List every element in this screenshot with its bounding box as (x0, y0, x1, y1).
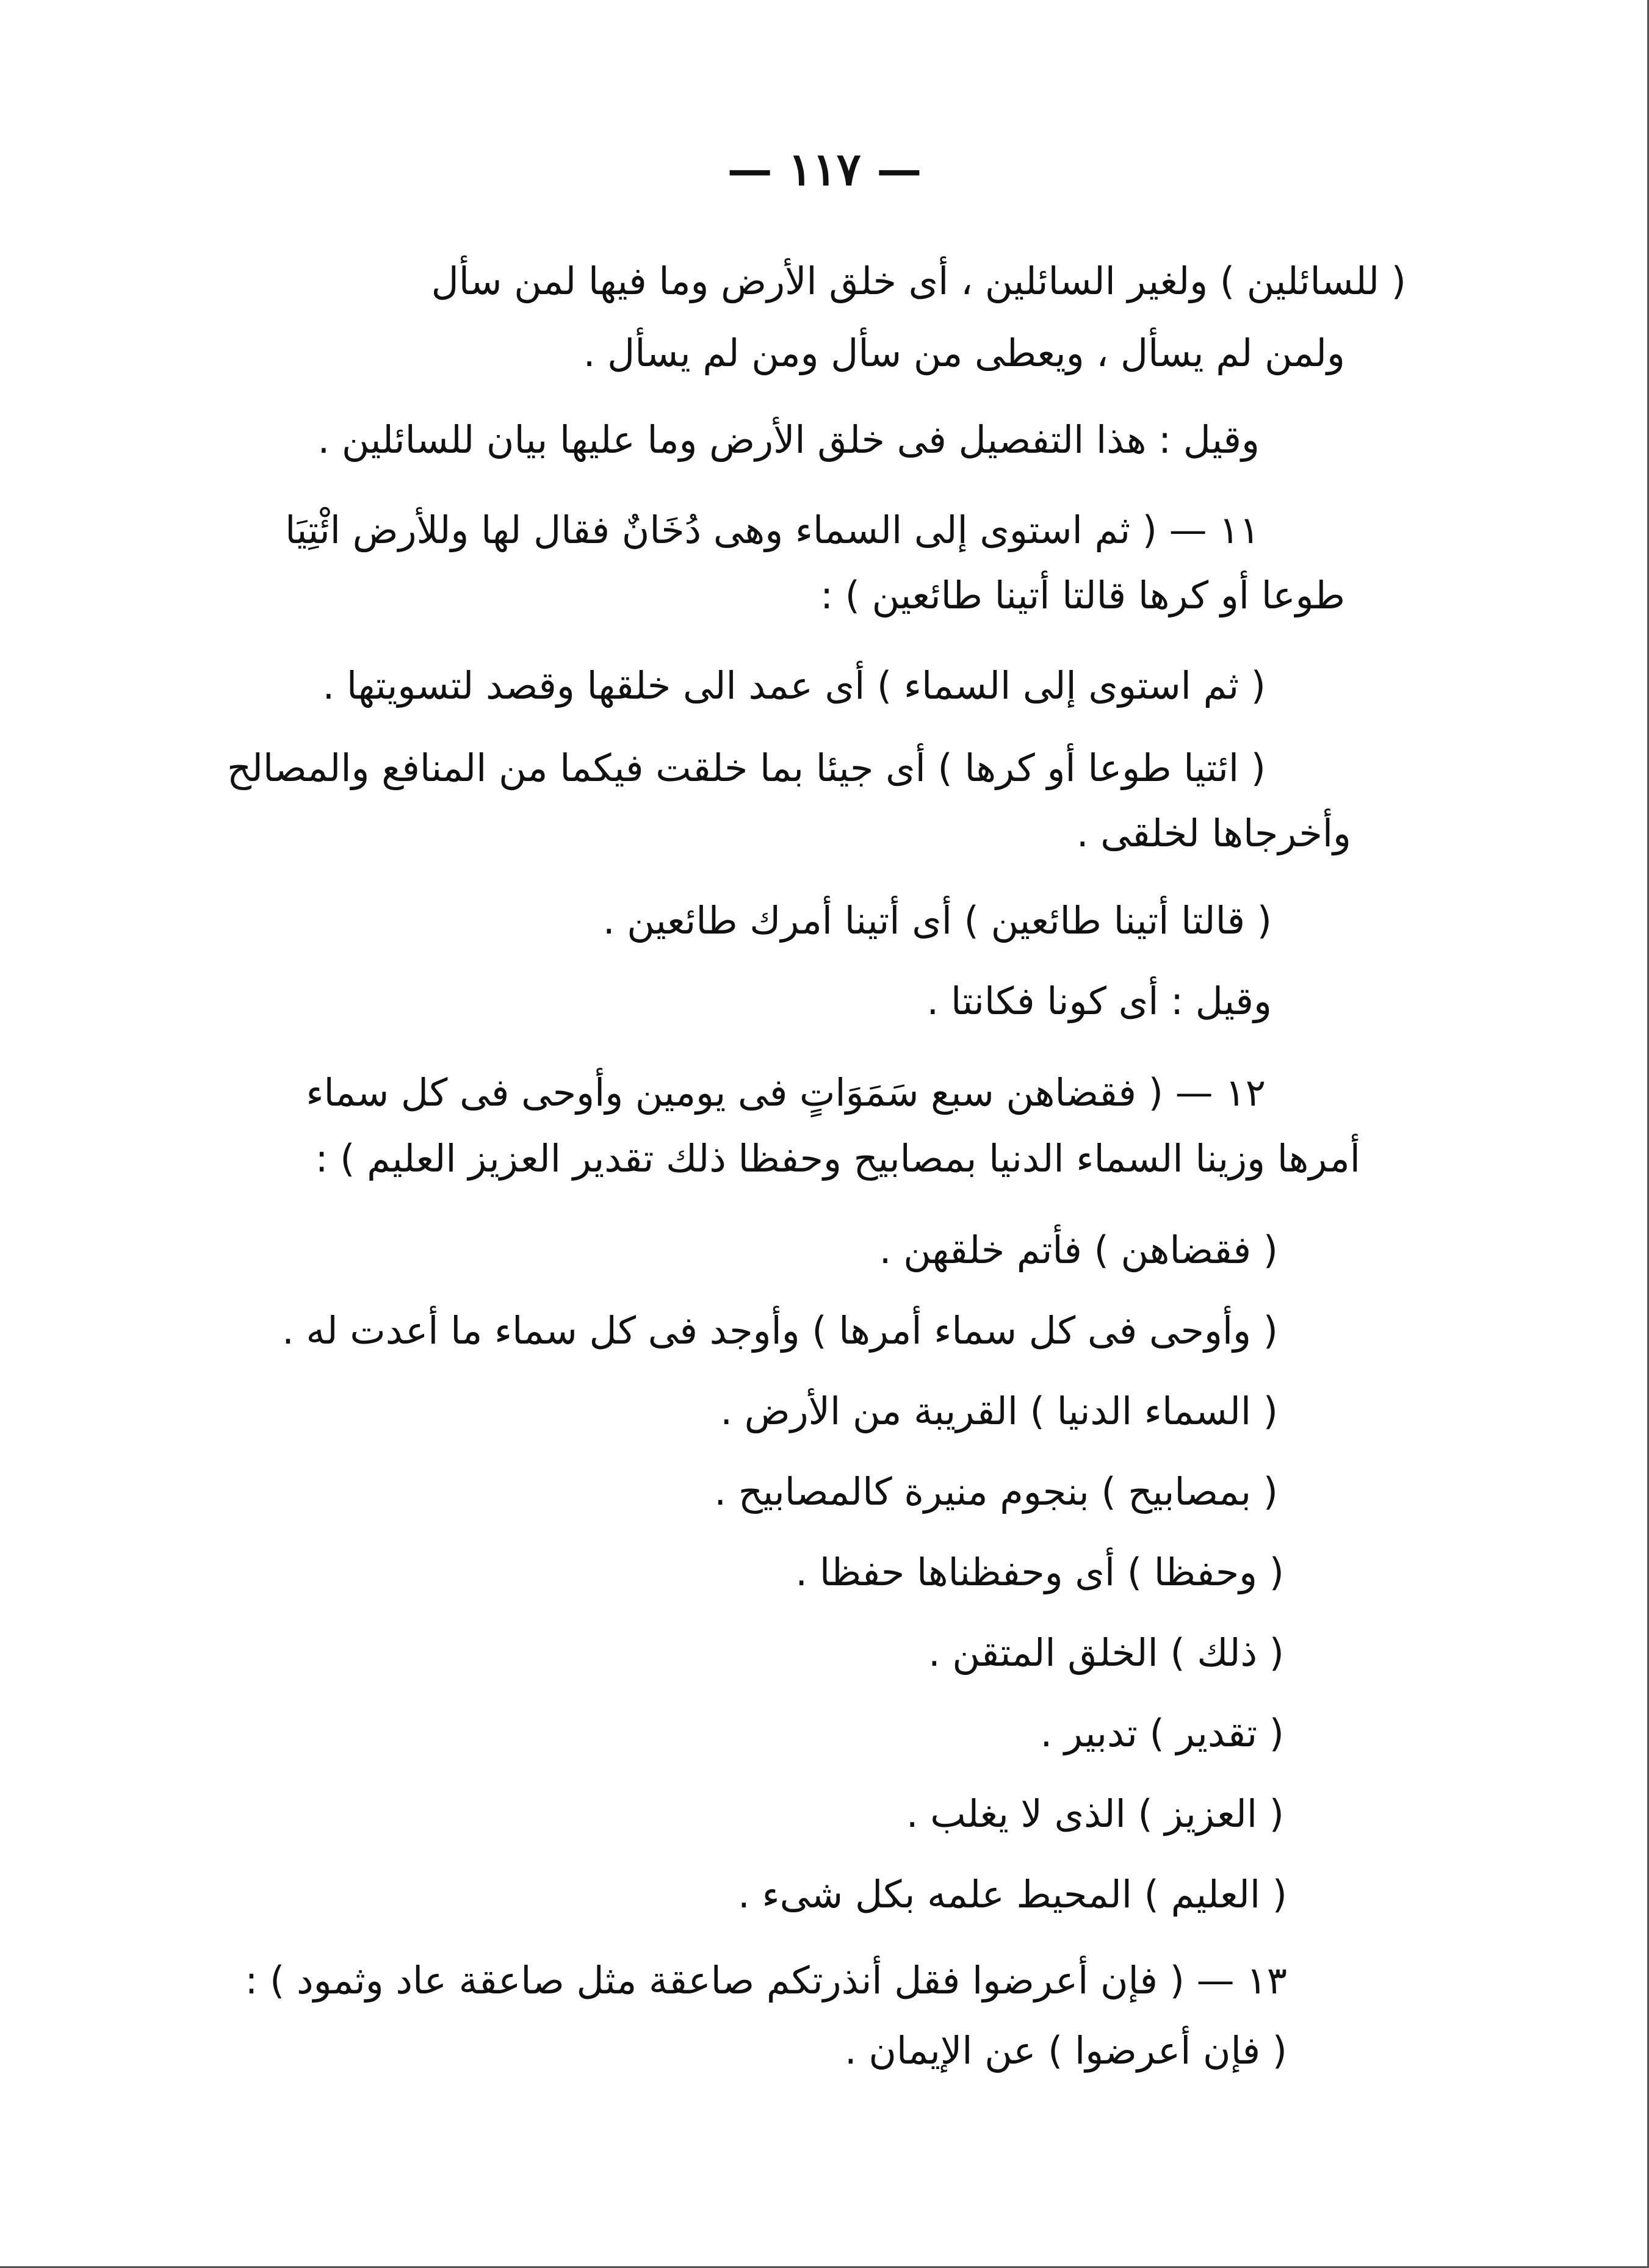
text-line: أمرها وزينا السماء الدنيا بمصابيح وحفظا ذلك تقدير العزيز العليم ) : (315, 1136, 1360, 1181)
text-line: ( فإن أعرضوا ) عن الإيمان . (844, 2028, 1287, 2073)
text-line: وأخرجاها لخلقى . (1076, 811, 1351, 855)
text-line: ( قالتا أتينا طائعين ) أى أتينا أمرك طائعين . (602, 898, 1272, 943)
page-number: — ١١٧ — (727, 143, 922, 196)
text-line: ( ثم استوى إلى السماء ) أى عمد الى خلقها وقصد لتسويتها . (322, 663, 1266, 708)
text-line: ( العليم ) المحيط علمه بكل شىء . (738, 1872, 1287, 1917)
text-line: ١٣ — ( فإن أعرضوا فقل أنذرتكم صاعقة مثل صاعقة عاد وثمود ) : (245, 1958, 1287, 2003)
text-line: ( بمصابيح ) بنجوم منيرة كالمصابيح . (714, 1469, 1278, 1514)
text-line: ( وأوحى فى كل سماء أمرها ) وأوجد فى كل سماء ما أعدت له . (282, 1308, 1278, 1353)
text-line: ( للسائلين ) ولغير السائلين ، أى خلق الأرض وما فيها لمن سأل (431, 259, 1406, 303)
text-line: ١٢ — ( فقضاهن سبع سَمَوَاتٍ فى يومين وأوحى فى كل سماء (306, 1070, 1266, 1115)
text-line: ( ائتيا طوعا أو كرها ) أى جيئا بما خلقت فيكما من المنافع والمصالح (227, 746, 1266, 790)
text-line: وقيل : أى كونا فكانتا . (926, 979, 1272, 1023)
text-line: ( تقدير ) تدبير . (1040, 1711, 1284, 1755)
text-line: ( وحفظا ) أى وحفظناها حفظا . (795, 1550, 1284, 1594)
text-line: ١١ — ( ثم استوى إلى السماء وهى دُخَانٌ فقال لها وللأرض ائْتِيَا (285, 508, 1260, 552)
text-line: ( العزيز ) الذى لا يغلب . (906, 1791, 1284, 1836)
text-line: ( فقضاهن ) فأتم خلقهن . (879, 1228, 1278, 1272)
text-line: ( السماء الدنيا ) القريبة من الأرض . (720, 1389, 1278, 1433)
text-line: ( ذلك ) الخلق المتقن . (928, 1630, 1284, 1675)
text-line: وقيل : هذا التفصيل فى خلق الأرض وما عليها بيان للسائلين . (317, 417, 1260, 462)
text-line: طوعا أو كرها قالتا أتينا طائعين ) : (820, 573, 1345, 617)
text-line: ولمن لم يسأل ، ويعطى من سأل ومن لم يسأل . (583, 331, 1345, 375)
